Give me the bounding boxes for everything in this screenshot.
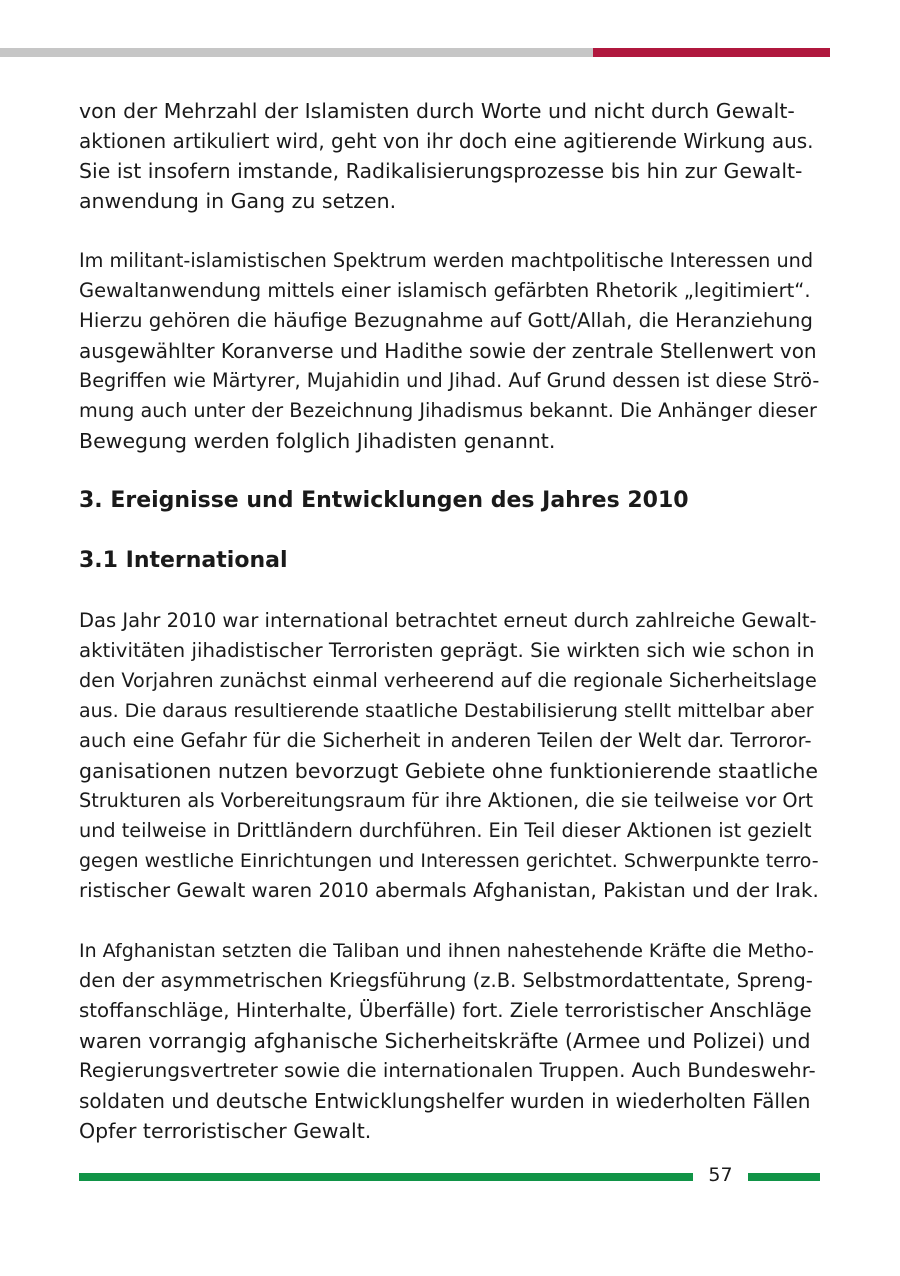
text-line: stoffanschläge, Hinterhalte, Überfälle) fort. Ziele terroristischer Anschläge <box>79 999 812 1022</box>
text-line: Strukturen als Vorbereitungsraum für ihre Aktionen, die sie teilweise vor Ort <box>79 789 814 812</box>
text-line: gegen westliche Einrichtungen und Interessen gerichtet. Schwerpunkte terro- <box>79 850 819 872</box>
text-line: soldaten und deutsche Entwicklungshelfer wurden in wiederholten Fällen <box>79 1089 811 1113</box>
text-line: Gewaltanwendung mittels einer islamisch gefärbten Rhetorik „legitimiert“. <box>79 279 811 302</box>
text-line: und teilweise in Drittländern durchführen. Ein Teil dieser Aktionen ist gezielt <box>79 819 812 842</box>
text-line: Bewegung werden folglich Jihadisten genannt. <box>79 429 556 453</box>
page-body <box>79 96 819 1146</box>
text-line: waren vorrangig afghanische Sicherheitskräfte (Armee und Polizei) und <box>79 1029 811 1053</box>
top-decorative-bar-gray <box>0 48 593 57</box>
bottom-decorative-bar-right <box>748 1173 820 1181</box>
text-line: den Vorjahren zunächst einmal verheerend auf die regionale Sicherheitslage <box>79 669 817 692</box>
text-line: Begriffen wie Märtyrer, Mujahidin und Jihad. Auf Grund dessen ist diese Strö- <box>79 369 820 392</box>
subsection-heading: 3.1 International <box>79 548 288 573</box>
text-line: Im militant-islamistischen Spektrum werden machtpolitische Interessen und <box>79 249 814 272</box>
text-line: aus. Die daraus resultierende staatliche Destabilisierung stellt mittelbar aber <box>79 700 814 722</box>
paragraph-2 <box>79 246 819 456</box>
paragraph-4 <box>79 936 819 1146</box>
text-line: ristischer Gewalt waren 2010 abermals Afghanistan, Pakistan und der Irak. <box>79 879 819 902</box>
text-line: aktivitäten jihadistischer Terroristen geprägt. Sie wirkten sich wie schon in <box>79 639 815 662</box>
section-heading: 3. Ereignisse und Entwicklungen des Jahres 2010 <box>79 488 689 513</box>
paragraph-3 <box>79 606 819 906</box>
bottom-decorative-bar-left <box>79 1173 693 1181</box>
text-line: In Afghanistan setzten die Taliban und ihnen nahestehende Kräfte die Metho- <box>79 940 814 962</box>
text-line: Opfer terroristischer Gewalt. <box>79 1119 372 1143</box>
text-line: Das Jahr 2010 war international betrachtet erneut durch zahlreiche Gewalt- <box>79 609 817 632</box>
top-decorative-bar-red <box>593 48 830 57</box>
text-line: mung auch unter der Bezeichnung Jihadismus bekannt. Die Anhänger dieser <box>79 399 817 422</box>
text-line: ganisationen nutzen bevorzugt Gebiete ohne funktionierende staatliche <box>79 759 819 783</box>
text-line: ausgewählter Koranverse und Hadithe sowie der zentrale Stellenwert von <box>79 339 817 363</box>
page-number: 57 <box>708 1164 733 1186</box>
text-line: Regierungsvertreter sowie die internationalen Truppen. Auch Bundeswehr- <box>79 1059 816 1082</box>
text-line: auch eine Gefahr für die Sicherheit in anderen Teilen der Welt dar. Terroror- <box>79 729 812 752</box>
text-line: von der Mehrzahl der Islamisten durch Worte und nicht durch Gewalt- <box>79 99 795 123</box>
text-line: aktionen artikuliert wird, geht von ihr doch eine agitierende Wirkung aus. <box>79 129 814 153</box>
text-line: anwendung in Gang zu setzen. <box>79 189 397 213</box>
paragraph-1 <box>79 96 819 216</box>
text-line: Sie ist insofern imstande, Radikalisierungsprozesse bis hin zur Gewalt- <box>79 159 803 183</box>
text-line: Hierzu gehören die häufige Bezugnahme auf Gott/Allah, die Heranziehung <box>79 309 813 332</box>
text-line: den der asymmetrischen Kriegsführung (z.B. Selbstmordattentate, Spreng- <box>79 969 813 992</box>
